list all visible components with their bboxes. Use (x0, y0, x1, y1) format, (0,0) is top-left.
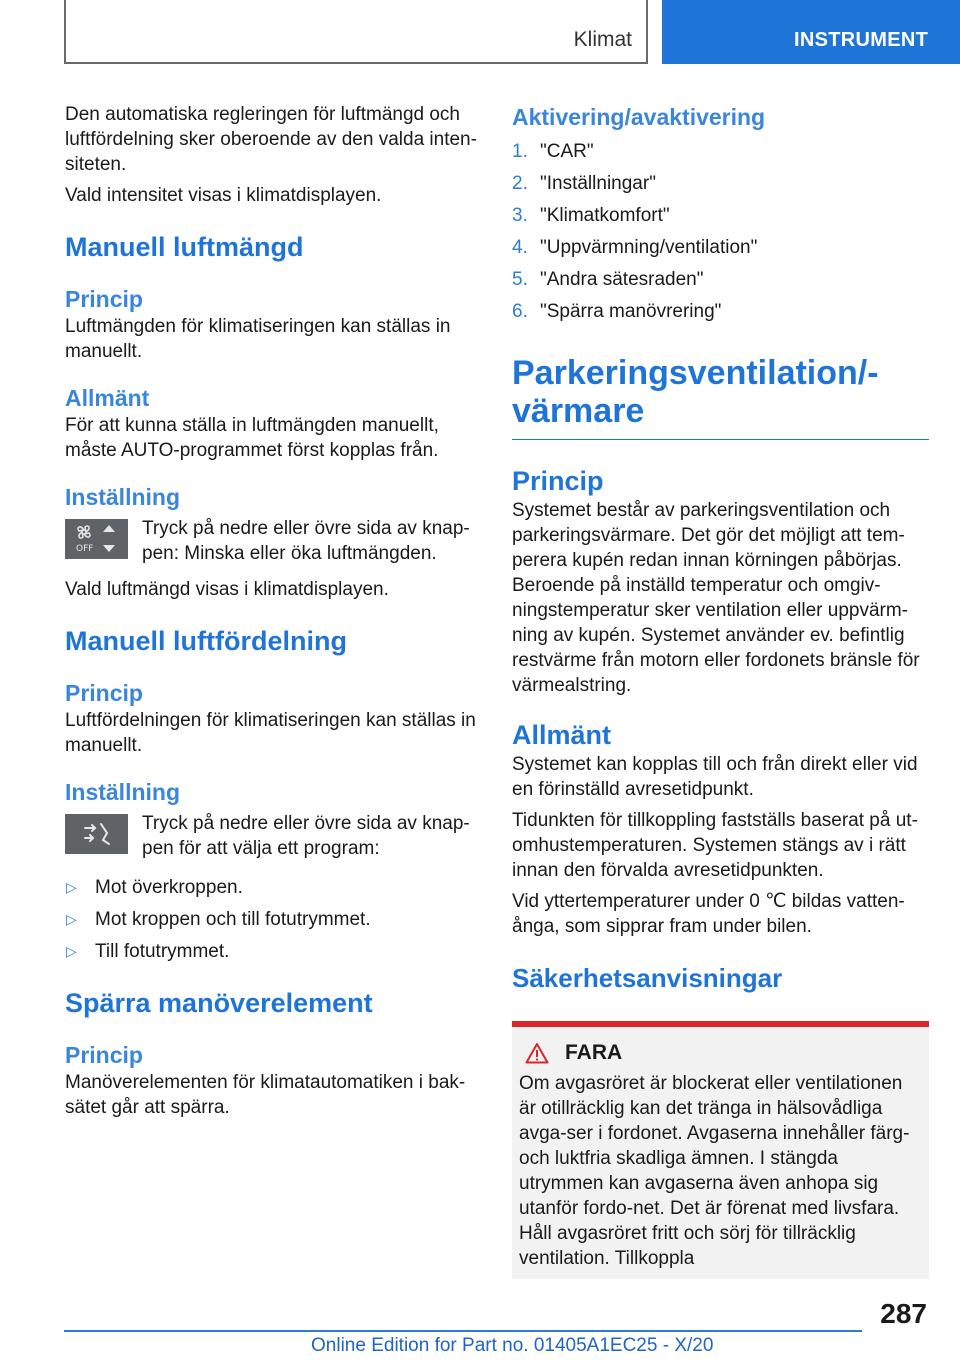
section-title: Allmänt (512, 720, 612, 750)
step-text: "Klimatkomfort" (540, 205, 670, 226)
warning-box (512, 1021, 929, 1279)
step-text: "Inställningar" (540, 173, 656, 194)
subheading: Inställning (65, 484, 180, 510)
triangle-bullet-icon: ▷ (66, 943, 77, 959)
subheading: Princip (65, 1042, 143, 1068)
list-item (512, 267, 929, 292)
paragraph: Manöverelementen för klimatautomatiken i bak-sätet går att spärra. (65, 1072, 466, 1118)
edition-footer: Online Edition for Part no. 01405A1EC25 - X/20 (311, 1335, 714, 1356)
list-item-text: Mot kroppen och till fotutrymmet. (95, 909, 371, 930)
paragraph: Systemet kan kopplas till och från direkt eller vid en förinställd avresetidpunkt. (512, 754, 918, 800)
step-list (512, 139, 929, 324)
list-item (512, 235, 929, 260)
paragraph: För att kunna ställa in luftmängden manuellt, måste AUTO-programmet först kopplas från. (65, 415, 439, 461)
svg-text:OFF: OFF (76, 544, 94, 554)
instruction-text: Tryck på nedre eller övre sida av knap-pen för att välja ett program: (142, 813, 470, 859)
subheading: Princip (65, 680, 143, 706)
step-text: "Andra sätesraden" (540, 269, 704, 290)
chapter-title-line-1: Parkeringsventilation/- (512, 354, 879, 392)
intro-paragraph-2: Vald intensitet visas i klimatdisplayen. (65, 185, 382, 206)
section-title: Manuell luftmängd (65, 232, 304, 262)
triangle-bullet-icon: ▷ (66, 911, 77, 927)
warning-text: Om avgasröret är blockerat eller ventilationen är otillräcklig kan det tränga in hälsovådliga avga-ser i fordonet. Avgaserna innehåller färg- och luktfria skadliga ämnen. I stängda utrymmen kan avgaserna även anhopa sig utanför fordo-net. Det är förenat med livsfara. Håll avgasröret fritt och sörj för tillräcklig ventilation. Tillkoppla (519, 1073, 910, 1269)
step-number: 4. (512, 237, 528, 258)
triangle-bullet-icon: ▷ (66, 879, 77, 895)
instruction-row (65, 516, 480, 566)
list-item (512, 171, 929, 196)
step-text: "Spärra manövrering" (540, 301, 722, 322)
subheading: Aktivering/avaktivering (512, 104, 766, 130)
instruction-text: Tryck på nedre eller övre sida av knap-pen: Minska eller öka luftmängden. (142, 518, 470, 564)
paragraph: Luftfördelningen för klimatiseringen kan ställas in manuellt. (65, 710, 476, 756)
fan-button-icon (65, 519, 128, 559)
header-section-tab (64, 0, 648, 64)
list-item (65, 875, 480, 900)
header-chapter-label: INSTRUMENT (794, 29, 929, 51)
subheading: Inställning (65, 779, 180, 805)
paragraph: Tidunkten för tillkoppling fastställs baserat på ut-omhustemperaturen. Systemen stängs av i rätt innan den förvalda avresetidpunkten. (512, 810, 918, 881)
subheading: Princip (65, 286, 143, 312)
paragraph: Luftmängden för klimatiseringen kan ställas in manuellt. (65, 316, 451, 362)
paragraph: Systemet består av parkeringsventilation och parkeringsvärmare. Det gör det möjligt att tem-perera kupén redan innan körningen påbörjas. Beroende på inställd temperatur och omgiv-ningstemperatur sker ventilation eller uppvärm-ning av kupén. Systemet använder ev. befintlig restvärme från motorn eller fordonets bränsle för värmealstring. (512, 500, 920, 696)
title-divider (512, 439, 929, 440)
step-number: 2. (512, 173, 528, 194)
footer-divider (64, 1330, 862, 1332)
air-distribution-button-icon (65, 814, 128, 854)
list-item (512, 299, 929, 324)
subheading: Allmänt (65, 385, 150, 411)
section-title: Säkerhetsanvisningar (512, 963, 783, 993)
section-title: Princip (512, 466, 604, 496)
paragraph: Vald luftmängd visas i klimatdisplayen. (65, 579, 389, 600)
page-number: 287 (880, 1298, 927, 1329)
header-chapter-tab (662, 0, 960, 64)
warning-triangle-icon (525, 1042, 549, 1064)
paragraph: Vid yttertemperaturer under 0 ℃ bildas vatten-ånga, som sipprar fram under bilen. (512, 891, 905, 937)
list-item (65, 907, 480, 932)
right-column (512, 102, 929, 1279)
list-item (512, 203, 929, 228)
step-number: 6. (512, 301, 528, 322)
list-item (512, 139, 929, 164)
step-text: "CAR" (540, 141, 594, 162)
left-column (65, 102, 480, 1120)
step-text: "Uppvärmning/ventilation" (540, 237, 758, 258)
program-list (65, 875, 480, 964)
header-section-label: Klimat (573, 28, 632, 51)
instruction-row (65, 811, 480, 861)
list-item-text: Till fotutrymmet. (95, 941, 230, 962)
section-title: Spärra manöverelement (65, 988, 373, 1018)
step-number: 3. (512, 205, 528, 226)
step-number: 5. (512, 269, 528, 290)
section-title: Manuell luftfördelning (65, 626, 347, 656)
warning-header (525, 1041, 922, 1065)
step-number: 1. (512, 141, 528, 162)
list-item (65, 939, 480, 964)
intro-paragraph: Den automatiska regleringen för luftmängd och luftfördelning sker oberoende av den valda inten-siteten. (65, 104, 477, 175)
list-item-text: Mot överkroppen. (95, 877, 243, 898)
chapter-title-line-2: värmare (512, 392, 645, 430)
warning-label: FARA (565, 1041, 623, 1064)
